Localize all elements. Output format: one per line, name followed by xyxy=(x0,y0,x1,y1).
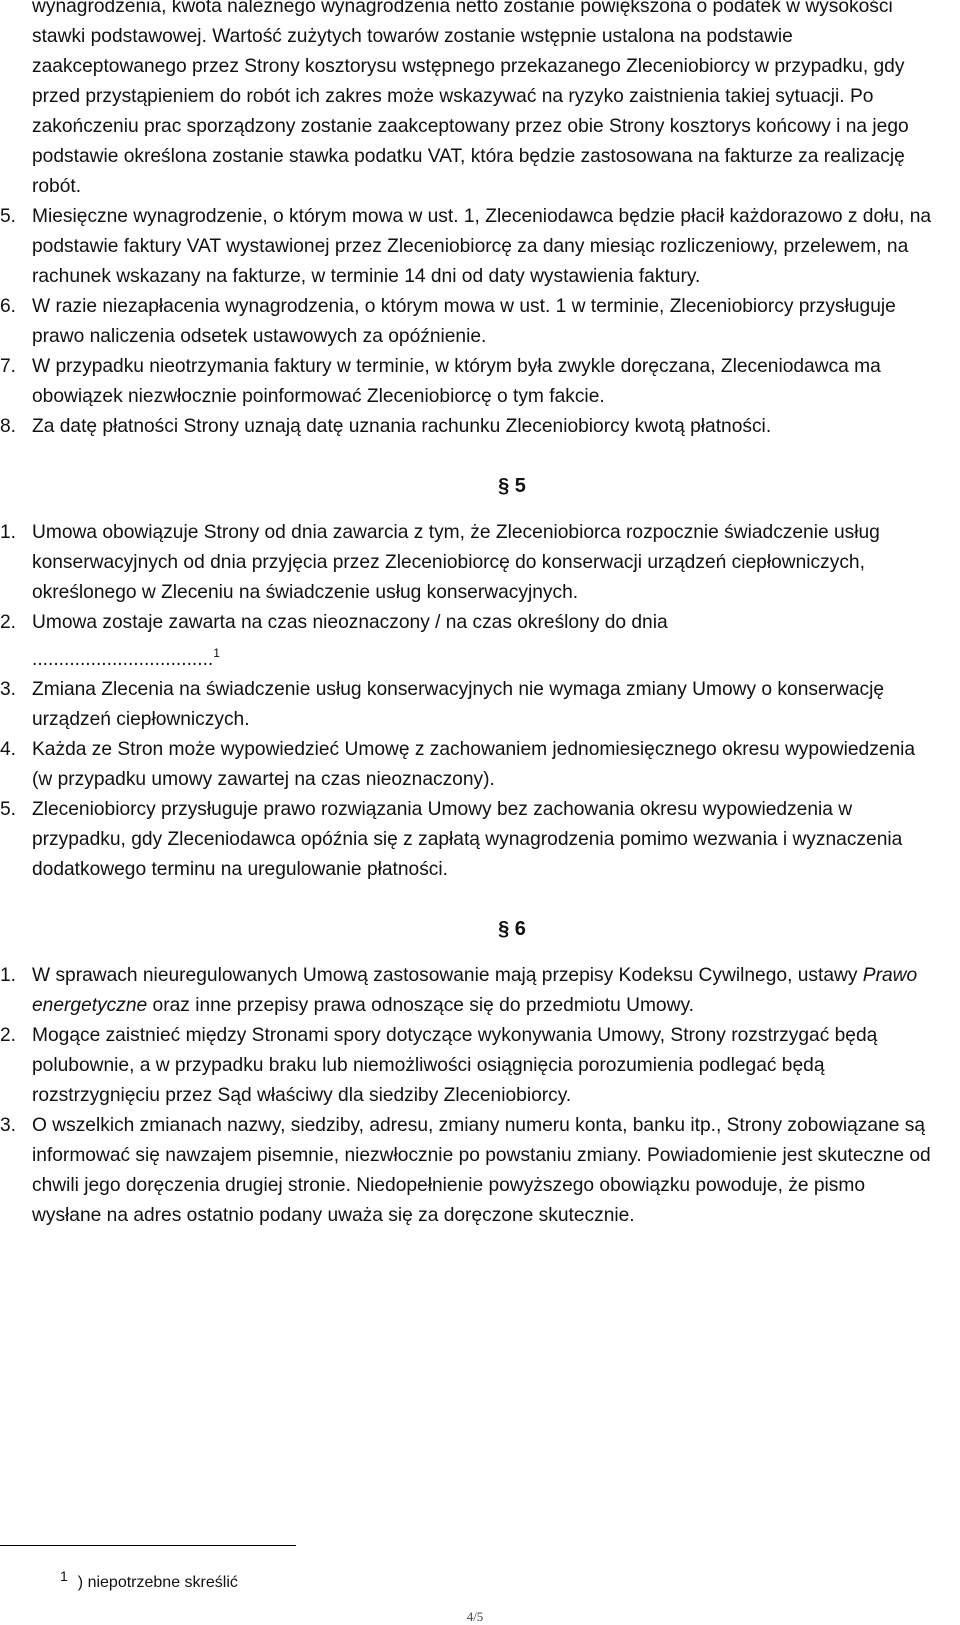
list-item xyxy=(0,1021,932,1111)
list-item xyxy=(0,675,932,735)
list-item xyxy=(0,795,932,885)
item-text: Mogące zaistnieć między Stronami spory dotyczące wykonywania Umowy, Strony rozstrzygać będą polubownie, a w przypadku braku lub niemożliwości osiągnięcia porozumienia podlegać będą rozstrzygnięciu przez Sąd właściwy dla siedziby Zleceniobiorcy. xyxy=(32,1025,878,1106)
footnote-mark: 1 xyxy=(60,1568,68,1584)
list-item xyxy=(0,1111,932,1231)
list-item xyxy=(0,352,932,412)
paragraph-continuation: wynagrodzenia, kwota należnego wynagrodzenia netto zostanie powiększona o podatek w wysokości stawki podstawowej. Wartość zużytych towarów zostanie wstępnie ustalona na podstawie zaakceptowanego przez Strony kosztorysu wstępnego przekazanego Zleceniobiorcy w przypadku, gdy przed przystąpieniem do robót ich zakres może wskazywać na ryzyko zaistnienia takiej sytuacji. Po zakończeniu prac sporządzony zostanie zaakceptowany przez obie Strony kosztorys końcowy i na jego podstawie określona zostanie stawka podatku VAT, która będzie zastosowana na fakturze za realizację robót. xyxy=(32,0,909,197)
list-item xyxy=(0,608,932,675)
item-number: 6. xyxy=(0,296,17,317)
item-text: Za datę płatności Strony uznają datę uznania rachunku Zleceniobiorcy kwotą płatności. xyxy=(32,416,772,437)
list-item xyxy=(0,292,932,352)
list-item xyxy=(0,735,932,795)
item-text: Zmiana Zlecenia na świadczenie usług konserwacyjnych nie wymaga zmiany Umowy o konserwację urządzeń ciepłowniczych. xyxy=(32,679,885,730)
section-4-items xyxy=(0,202,932,442)
item-number: 1. xyxy=(0,965,17,986)
item-text: Zleceniobiorcy przysługuje prawo rozwiązania Umowy bez zachowania okresu wypowiedzenia w przypadku, gdy Zleceniodawca opóźnia się z zapłatą wynagrodzenia pomimo wezwania i wyznaczenia dodatkowego terminu na uregulowanie płatności. xyxy=(32,799,903,880)
item-number: 7. xyxy=(0,356,17,377)
item-text: W przypadku nieotrzymania faktury w terminie, w którym była zwykle doręczana, Zleceniodawca ma obowiązek niezwłocznie poinformować Zleceniobiorcę o tym fakcie. xyxy=(32,356,881,407)
item-text: W sprawach nieuregulowanych Umową zastosowanie mają przepisy Kodeksu Cywilnego, ustawy xyxy=(32,965,863,986)
date-placeholder-dots: .................................. xyxy=(32,649,214,670)
list-item xyxy=(0,518,932,608)
section-6-heading: § 6 xyxy=(498,918,526,940)
item-text: W razie niezapłacenia wynagrodzenia, o którym mowa w ust. 1 w terminie, Zleceniobiorcy przysługuje prawo naliczenia odsetek ustawowych za opóźnienie. xyxy=(32,296,896,347)
list-item xyxy=(0,202,932,292)
item-text-cont: oraz inne przepisy prawa odnoszące się do przedmiotu Umowy. xyxy=(147,995,694,1016)
section-6-items xyxy=(0,961,932,1231)
item-number: 8. xyxy=(0,416,17,437)
section-5-items xyxy=(0,518,932,885)
item-text: Umowa obowiązuje Strony od dnia zawarcia z tym, że Zleceniobiorca rozpocznie świadczenie usług konserwacyjnych od dnia przyjęcia przez Zleceniobiorcę do konserwacji urządzeń ciepłowniczych, określonego w Zleceniu na świadczenie usług konserwacyjnych. xyxy=(32,522,880,603)
item-number: 2. xyxy=(0,1025,17,1046)
item-number: 5. xyxy=(0,206,17,227)
item-number: 3. xyxy=(0,679,17,700)
section-5-heading: § 5 xyxy=(498,475,526,497)
item-number: 2. xyxy=(0,612,17,633)
footnote-reference: 1 xyxy=(213,646,220,660)
item-text: Miesięczne wynagrodzenie, o którym mowa w ust. 1, Zleceniodawca będzie płacił każdorazowo z dołu, na podstawie faktury VAT wystawionej przez Zleceniobiorcę za dany miesiąc rozliczeniowy, przelewem, na rachunek wskazany na fakturze, w terminie 14 dni od daty wystawienia faktury. xyxy=(32,206,932,287)
item-number: 4. xyxy=(0,739,17,760)
item-number: 5. xyxy=(0,799,17,820)
item-text: Każda ze Stron może wypowiedzieć Umowę z zachowaniem jednomiesięcznego okresu wypowiedzenia (w przypadku umowy zawartej na czas nieoznaczony). xyxy=(32,739,916,790)
footnote-text: ) niepotrzebne skreślić xyxy=(77,1574,238,1591)
list-item xyxy=(0,961,932,1021)
footnote-separator xyxy=(0,1545,296,1546)
footnote xyxy=(60,1566,238,1593)
item-text: Umowa zostaje zawarta na czas nieoznaczony / na czas określony do dnia xyxy=(32,612,668,633)
act-title: Prawo energetyczne xyxy=(32,965,918,1016)
page-number: 4/5 xyxy=(466,1609,484,1624)
item-number: 3. xyxy=(0,1115,17,1136)
item-number: 1. xyxy=(0,522,17,543)
list-item xyxy=(0,412,932,442)
item-text: O wszelkich zmianach nazwy, siedziby, adresu, zmiany numeru konta, banku itp., Strony zobowiązane są informować się nawzajem pisemnie, niezwłocznie po powstaniu zmiany. Powiadomienie jest skuteczne od chwili jego doręczenia drugiej stronie. Niedopełnienie powyższego obowiązku powoduje, że pismo wysłane na adres ostatnio podany uważa się za doręczone skutecznie. xyxy=(32,1115,931,1226)
